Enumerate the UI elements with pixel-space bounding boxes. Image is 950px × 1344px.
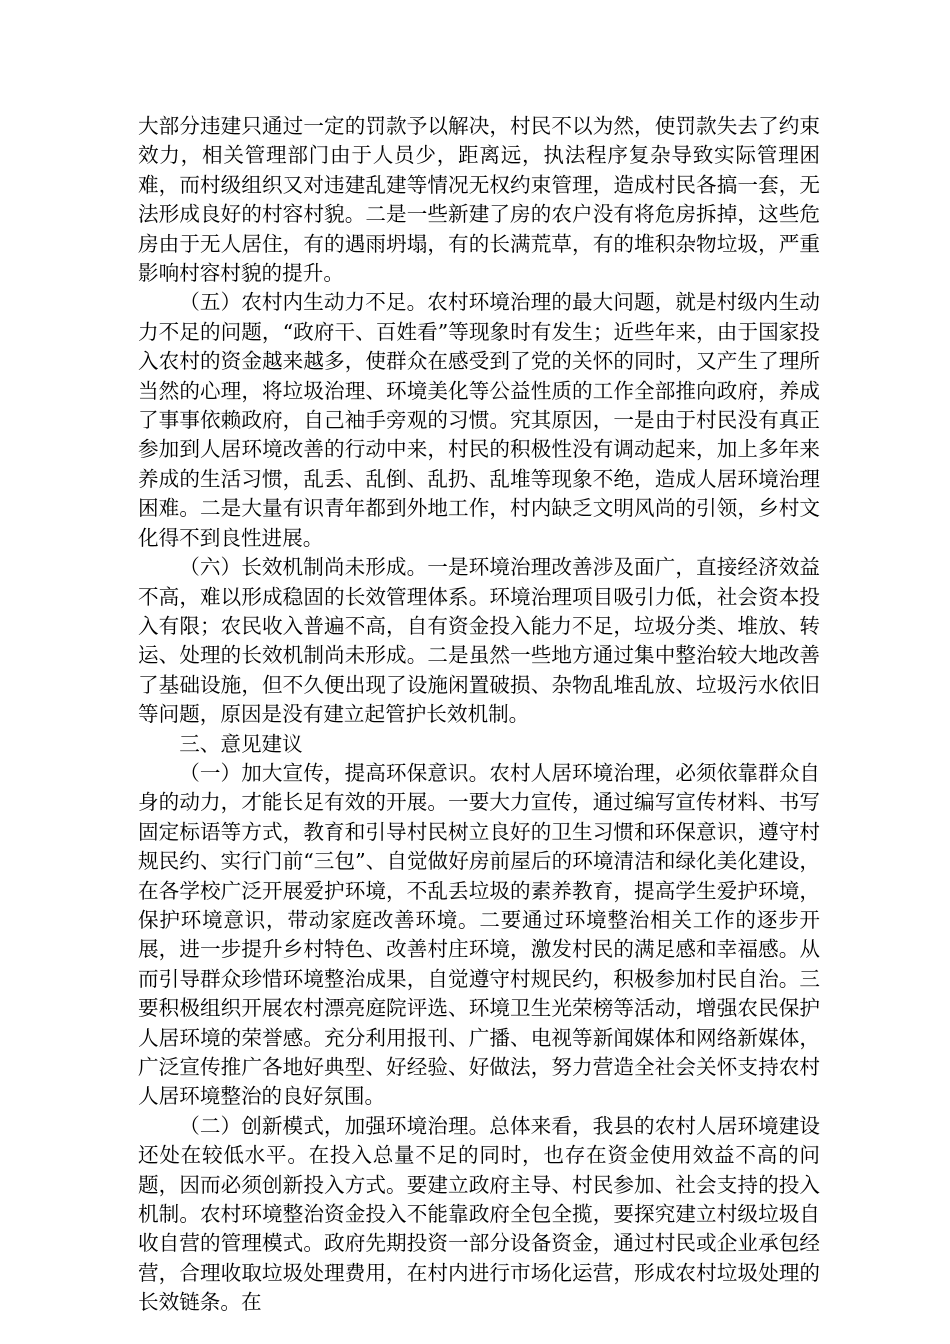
section-heading-suggestions: 三、意见建议	[179, 731, 303, 756]
paragraph-suggestion-2: （二）创新模式，加强环境治理。总体来看，我县的农村人居环境建设还处在较低水平。在投入总量不足的同时，也存在资金使用效益不高的问题，因而必须创新投入方式。要建立政府主导、村民参加、社会支持的投入机制。农村环境整治资金投入不能靠政府全包全揽，要探究建立村级垃圾自收自营的管理模式。政府先期投资一部分设备资金，通过村民或企业承包经营，合理收取垃圾处理费用，在村内进行市场化运营，形成农村垃圾处理的长效链条。在	[138, 1113, 820, 1315]
paragraph-section-5: （五）农村内生动力不足。农村环境治理的最大问题，就是村级内生动力不足的问题，“政府干、百姓看”等现象时有发生；近些年来，由于国家投入农村的资金越来越多，使群众在感受到了党的关怀的同时，又产生了理所当然的心理，将垃圾治理、环境美化等公益性质的工作全部推向政府，养成了事事依赖政府，自己袖手旁观的习惯。究其原因，一是由于村民没有真正参加到人居环境改善的行动中来，村民的积极性没有调动起来，加上多年来养成的生活习惯，乱丢、乱倒、乱扔、乱堆等现象不绝，造成人居环境治理困难。二是大量有识青年都到外地工作，村内缺乏文明风尚的引领，乡村文化得不到良性进展。	[138, 290, 820, 550]
document-body	[138, 112, 820, 1318]
paragraph-continuation: 大部分违建只通过一定的罚款予以解决，村民不以为然，使罚款失去了约束效力，相关管理部门由于人员少，距离远，执法程序复杂导致实际管理困难，而村级组织又对违建乱建等情况无权约束管理，造成村民各搞一套，无法形成良好的村容村貌。二是一些新建了房的农户没有将危房拆掉，这些危房由于无人居住，有的遇雨坍塌，有的长满荒草，有的堆积杂物垃圾，严重影响村容村貌的提升。	[138, 114, 820, 286]
paragraph-suggestion-1: （一）加大宣传，提高环保意识。农村人居环境治理，必须依靠群众自身的动力，才能长足有效的开展。一要大力宣传，通过编写宣传材料、书写固定标语等方式，教育和引导村民树立良好的卫生习惯和环保意识，遵守村规民约、实行门前“三包”、自觉做好房前屋后的环境清洁和绿化美化建设，在各学校广泛开展爱护环境，不乱丢垃圾的素养教育，提高学生爱护环境，保护环境意识，带动家庭改善环境。二要通过环境整治相关工作的逐步开展，进一步提升乡村特色、改善村庄环境，激发村民的满足感和幸福感。从而引导群众珍惜环境整治成果，自觉遵守村规民约，积极参加村民自治。三要积极组织开展农村漂亮庭院评选、环境卫生光荣榜等活动，增强农民保护人居环境的荣誉感。充分利用报刊、广播、电视等新闻媒体和网络新媒体，广泛宣传推广各地好典型、好经验、好做法，努力营造全社会关怀支持农村人居环境整治的良好氛围。	[138, 760, 820, 1109]
paragraph-section-6: （六）长效机制尚未形成。一是环境治理改善涉及面广，直接经济效益不高，难以形成稳固的长效管理体系。环境治理项目吸引力低，社会资本投入有限；农民收入普遍不高，自有资金投入能力不足，垃圾分类、堆放、转运、处理的长效机制尚未形成。二是虽然一些地方通过集中整治较大地改善了基础设施，但不久便出现了设施闲置破损、杂物乱堆乱放、垃圾污水依旧等问题，原因是没有建立起管护长效机制。	[138, 555, 820, 727]
